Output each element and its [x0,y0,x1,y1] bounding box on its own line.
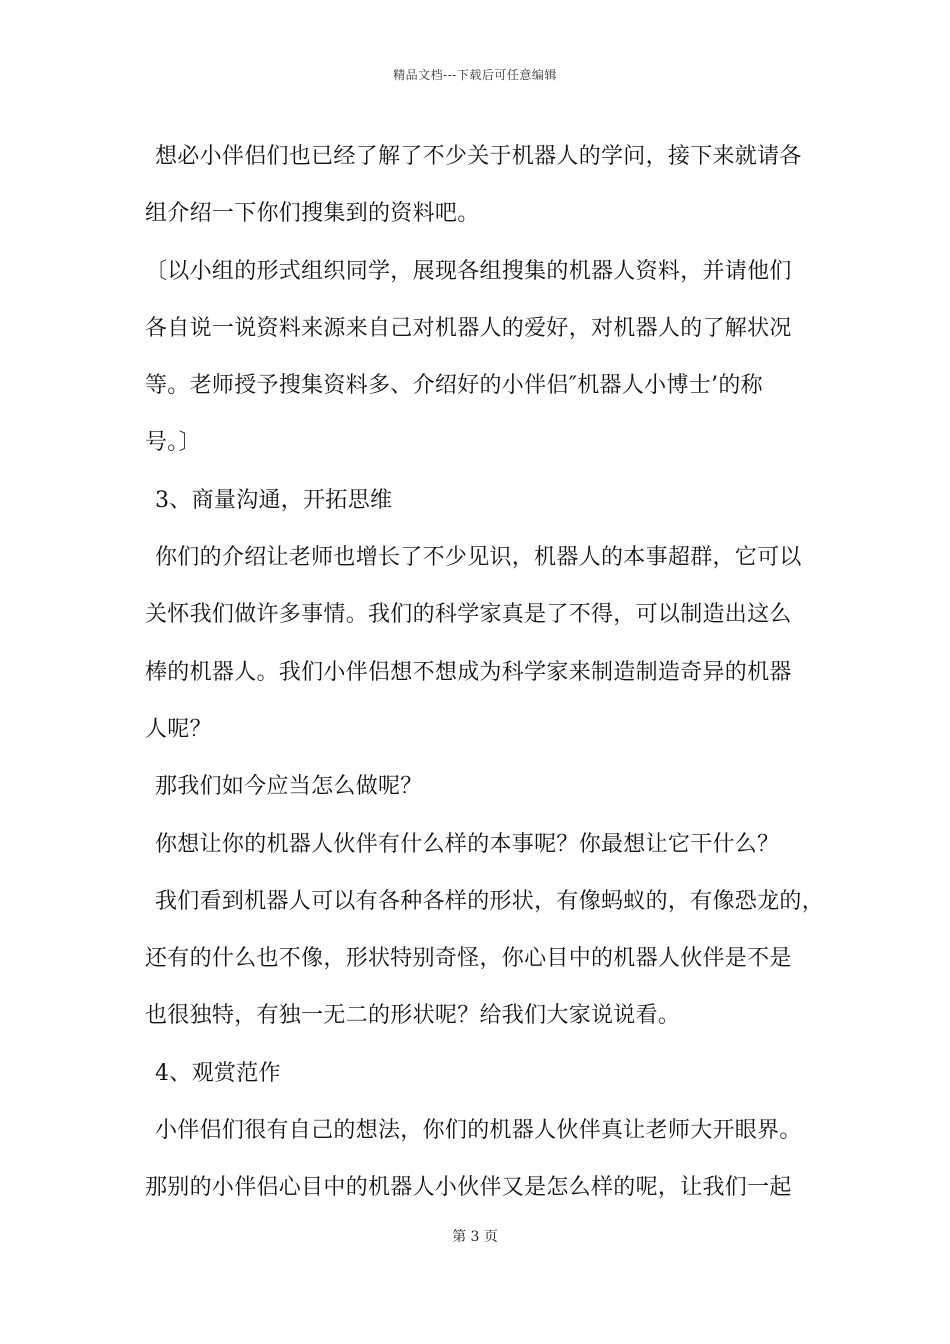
section-heading: 3、商量沟通，开拓思维 [155,487,393,513]
paragraph-line: 棒的机器人。我们小伴侣想不想成为科学家来制造制造奇异的机器 [145,659,792,685]
paragraph-line: 那我们如今应当怎么做呢？ [155,774,423,800]
paragraph-line: 小伴侣们很有自己的想法，你们的机器人伙伴真让老师大开眼界。 [155,1118,802,1144]
section-heading: 4、观赏范作 [155,1060,281,1086]
paragraph-line: 那别的小伴侣心目中的机器人小伙伴又是怎么样的呢，让我们一起 [145,1175,792,1201]
paragraph-line: 想必小伴侣们也已经了解了不少关于机器人的学问，接下来就请各 [155,144,802,169]
paragraph-line: 我们看到机器人可以有各种各样的形状，有像蚂蚁的，有像恐龙的， [155,888,825,914]
paragraph-line: 也很独特，有独一无二的形状呢？给我们大家说说看。 [145,1003,681,1029]
paragraph-line: 还有的什么也不像，形状特别奇怪，你心目中的机器人伙伴是不是 [145,946,792,972]
paragraph-line: 各自说一说资料来源来自己对机器人的爱好，对机器人的了解状况 [145,315,792,341]
document-body [145,128,825,1217]
paragraph-line: 你们的介绍让老师也增长了不少见识，机器人的本事超群，它可以 [155,545,802,571]
paragraph-line: 〔以小组的形式组织同学，展现各组搜集的机器人资料，并请他们 [145,258,792,284]
paragraph-line: 关怀我们做许多事情。我们的科学家真是了不得，可以制造出这么 [145,602,792,628]
paragraph-line: 人呢？ [145,716,212,742]
paragraph-line: 组介绍一下你们搜集到的资料吧。 [145,201,480,227]
paragraph-line: 号。〕 [145,430,201,456]
page-number: 第 3 页 [452,1229,498,1245]
paragraph-line: 等。老师授予搜集资料多、介绍好的小伴侣″机器人小博士’的称 [145,373,763,399]
page-header: 精品文档---下载后可任意编辑 [393,68,557,82]
paragraph-line: 你想让你的机器人伙伴有什么样的本事呢？你最想让它干什么？ [155,831,780,857]
